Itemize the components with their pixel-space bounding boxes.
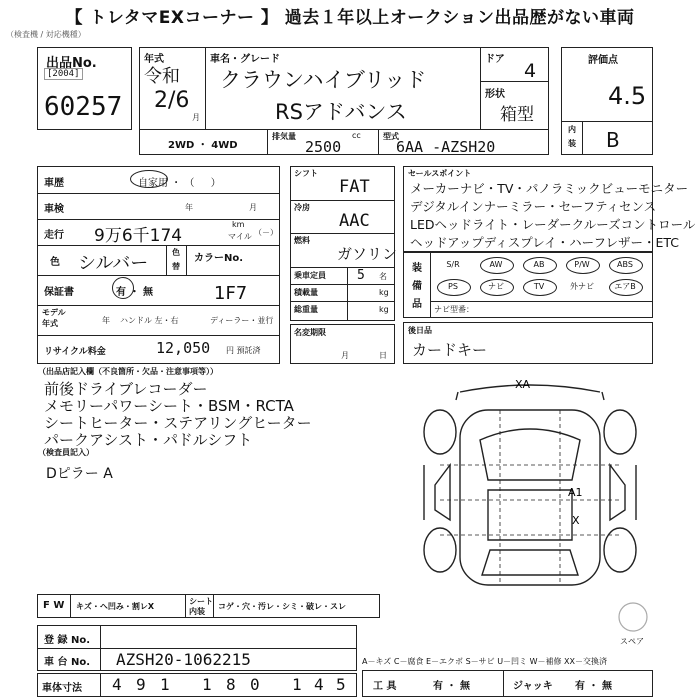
reg-label: 登 録 No. [44,635,91,646]
model-grade: RSアドバンス [275,100,407,124]
inspector-label: （検査員記入） [38,448,94,457]
recycle-value: 12,050 [156,339,211,357]
damage-legend-row [37,594,380,618]
equip-ps-circle [437,279,471,296]
displacement-unit: cc [352,131,361,140]
banner-title: 【 トレタマEXコーナー 】 過去１年以上オークション出品歴がない車両 [0,0,700,30]
equip-navi: ナビ [488,282,504,291]
equip-ab: AB [533,260,545,269]
diagram-roof-mark: XA [515,378,531,391]
mileage-unit-mile: マイル [228,232,252,241]
history-circle [130,170,168,188]
year-month-unit: 月 [192,113,200,122]
equip-air-b-circle [609,279,643,296]
fuel-label: 燃料 [294,236,310,245]
history-value: 自家用 ・ （ ） [138,178,221,189]
jack-label: ジャッキ [513,681,553,692]
equip-aw: AW [489,260,503,269]
rear-items-box [403,322,653,364]
doors-label: ドア [485,54,505,65]
equip-abs-circle [609,257,643,274]
sales-line-2: デジタルインナーミラー・セーフティセンス [410,199,657,214]
interior-label-2: 装 [568,139,576,148]
year-label: 年式 [144,54,164,65]
capacity-label: 乗車定員 [294,271,326,280]
seat-label-1: シート [189,597,213,606]
history-table [37,166,280,364]
navi-model-label: ナビ型番： [434,305,474,314]
header-note: （検査機 / 対応機種） [6,30,86,39]
cooling-label: 冷房 [294,203,310,212]
dim-7: 1 [292,675,302,694]
model-name: クラウンハイブリッド [220,68,427,92]
model-year-unit: 年 [102,316,110,325]
equip-sr: S/R [446,260,460,269]
doors-value: 4 [524,60,537,82]
equip-air-b: エアB [614,282,636,291]
chassis-value: AZSH20-1062215 [116,650,251,669]
inspector-value: Dピラー A [46,466,113,482]
sales-line-3: LEDヘッドライト・レーダークルーズコントロール [410,217,696,232]
recycle-unit: 円 預託済 [226,346,261,355]
fuel-value: ガソリン [337,245,398,263]
color-swap-2: 替 [172,262,180,271]
body-shape-label: 形状 [485,89,505,100]
body-shape-value: 箱型 [500,105,534,125]
dim-3: 1 [160,675,170,694]
equipment-label-1: 装 [412,263,422,274]
inspection-year-unit: 年 [185,203,193,212]
score-label: 評価点 [588,55,618,66]
equip-pw-circle [566,257,600,274]
car-diagram [400,370,660,600]
equip-ps: PS [448,282,458,291]
tools-label: 工 具 [373,681,397,692]
color-code-label: カラーNo. [194,253,244,264]
displacement-label: 排気量 [272,132,296,141]
history-label: 車歴 [44,178,64,189]
warranty-options: 有 ・ 無 [116,287,153,298]
warranty-label: 保証書 [44,287,74,298]
jack-options: 有 ・ 無 [575,681,612,692]
drive-label: 2WD ・ 4WD [168,140,238,151]
equipment-label-3: 品 [412,299,422,310]
interior-value: B [606,128,620,152]
lot-number-box [37,47,132,130]
sales-points-box [403,166,696,252]
plate-change-month: 月 [341,351,349,360]
notes-line-4: パークアシスト・パドルシフト [44,431,253,449]
equip-ext-navi: 外ナビ [570,282,594,291]
lot-number: 60257 [44,92,123,122]
registration-box [37,625,357,671]
capacity-value: 5 [357,268,365,283]
equip-aw-circle [480,257,514,274]
drive-row [139,129,549,155]
spare-tire-icon [616,600,650,634]
seat-label-2: 内装 [189,607,205,616]
equip-navi-circle [480,279,514,296]
shift-box [290,166,398,321]
equipment-label-2: 備 [412,281,422,292]
lot-label: 出品No. [46,56,97,71]
rear-items-label: 後日品 [408,326,432,335]
tools-box [362,670,653,697]
cooling-value: AAC [339,211,370,231]
year-era: 令和 [144,66,180,87]
model-year-label-2: 年式 [42,319,58,328]
load-label: 積載量 [294,288,318,297]
inspection-label: 車検 [44,204,64,215]
shift-label: シフト [294,169,318,178]
dim-6: 0 [250,675,260,694]
dim-8: 4 [314,675,324,694]
sales-line-4: ヘッドアップディスプレイ・ハーフレザー・ETC [410,235,680,250]
frame-dimensions-box [37,673,357,697]
sales-points-label: セールスポイント [408,169,472,178]
load-unit: kg [379,288,389,297]
dealer-label: ディーラー・並行 [210,316,274,325]
lot-stamp: [2004] [44,68,83,80]
plate-change-box [290,324,395,364]
model-code-label: 型式 [383,132,399,141]
mileage-value: 9万6千174 [94,226,183,246]
interior-label-1: 内 [568,125,576,134]
fw-label: F W [43,600,65,611]
gross-weight-unit: kg [379,305,389,314]
tools-options: 有 ・ 無 [433,681,470,692]
vehicle-info-box [139,47,549,130]
gross-weight-label: 総重量 [294,305,318,314]
notes-line-2: メモリーパワーシート・BSM・RCTA [44,397,294,415]
mileage-label: 走行 [44,230,64,241]
model-name-label: 車名・グレード [210,54,280,65]
spare-label: スペア [620,637,644,646]
dim-2: 9 [136,675,146,694]
equip-tv-circle [523,279,557,296]
dim-1: 4 [112,675,122,694]
capacity-unit: 名 [379,272,387,281]
diagram-mark-right: A1 [568,486,583,499]
model-code-value: 6AA -AZSH20 [396,138,496,156]
dim-5: 8 [226,675,236,694]
inspection-month-unit: 月 [249,203,257,212]
dim-4: 1 [202,675,212,694]
score-box [561,47,653,155]
plate-change-label: 名変期限 [294,328,326,337]
shift-value: FAT [339,177,370,197]
dim-9: 5 [336,675,346,694]
seat-legend: コゲ・穴・汚レ・シミ・破レ・スレ [218,602,346,611]
model-year-label-1: モデル [42,308,66,317]
color-code-value: 1F7 [214,283,248,304]
year-value: 2/6 [154,88,190,113]
color-value: シルバー [78,253,149,274]
mileage-extra: （－） [254,228,278,237]
equip-abs: ABS [617,260,633,269]
color-swap-1: 色 [172,248,180,257]
frame-label: 車体寸法 [42,683,82,694]
damage-legend: キズ・ヘ凹み・割レX [76,602,155,611]
equip-pw: P/W [574,260,590,269]
handle-label: ハンドル 左・右 [120,316,179,325]
color-label: 色 [50,257,60,268]
notes-line-1: 前後ドライブレコーダー [44,380,208,398]
warranty-circle [112,277,134,299]
chassis-label: 車 台 No. [44,657,91,668]
mileage-unit-km: km [232,220,245,229]
damage-codes: A－キズ C－腐食 E－エクボ S－サビ U－凹ミ W－補修 XX－交換済 [362,657,608,666]
recycle-label: リサイクル料金 [44,347,106,357]
equip-tv: TV [533,282,545,291]
score-value: 4.5 [608,82,647,110]
plate-change-day: 日 [379,351,387,360]
equipment-box [403,252,653,318]
equip-ab-circle [523,257,557,274]
displacement-value: 2500 [305,138,342,156]
notes-label: （出品店記入欄（不良箇所・欠品・注意事項等）） [38,367,218,376]
rear-items-value: カードキー [412,341,488,359]
diagram-mark-right-2: X [572,514,580,527]
sales-line-1: メーカーナビ・TV・パノラミックビューモニター [410,181,689,196]
notes-line-3: シートヒーター・ステアリングヒーター [44,414,312,432]
